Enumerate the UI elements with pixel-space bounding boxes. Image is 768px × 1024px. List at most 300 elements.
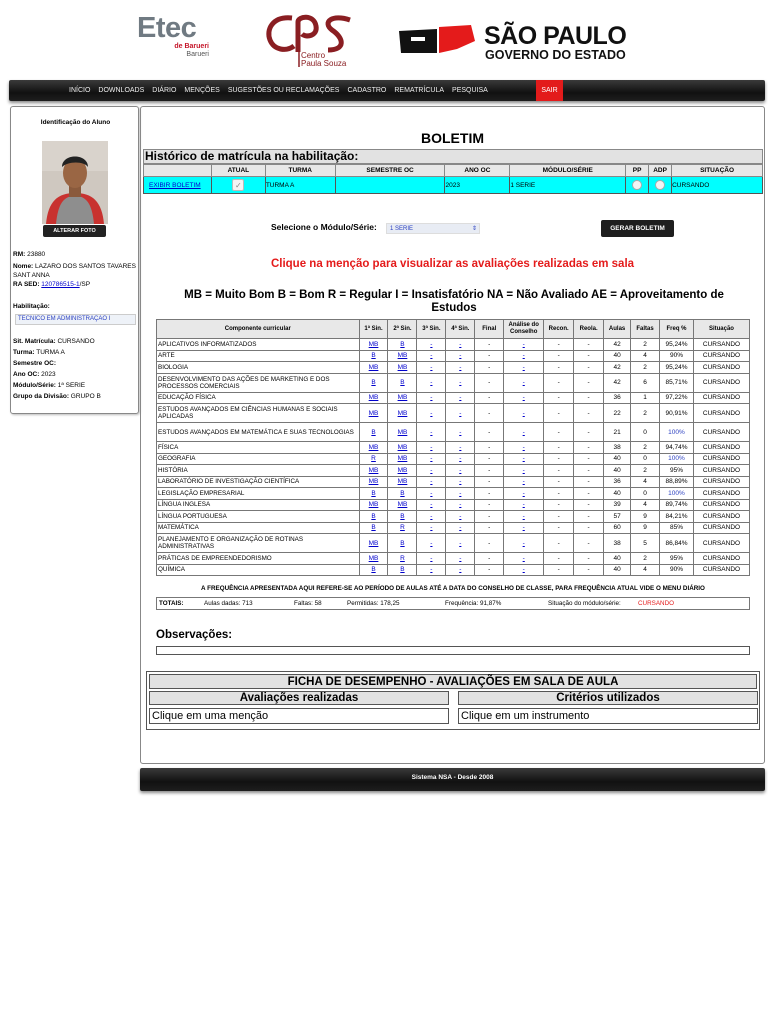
- grade-reola: -: [574, 553, 604, 565]
- grade-sin3: [417, 564, 446, 576]
- grade-sin2-link[interactable]: MB: [397, 501, 408, 509]
- grade-sin3: [417, 442, 446, 454]
- aulas-count: 40: [604, 465, 631, 477]
- grade-sin4-link[interactable]: -: [459, 566, 462, 574]
- rased-label: RA SED:: [13, 281, 40, 288]
- aulas-count: 40: [604, 553, 631, 565]
- grade-sin3-link[interactable]: -: [430, 566, 433, 574]
- grade-sin2-link[interactable]: MB: [397, 352, 408, 360]
- subject-status: CURSANDO: [693, 564, 749, 576]
- grupo-label: Grupo da Divisão:: [13, 393, 69, 400]
- grade-sin4-link[interactable]: -: [459, 478, 462, 486]
- change-photo-button[interactable]: ALTERAR FOTO: [43, 225, 106, 237]
- grade-legend: MB = Muito Bom B = Bom R = Regular I = Insatisfatório NA = Não Avaliado AE = Aproveitamento de Estudos: [184, 289, 724, 314]
- faltas-count: 2: [631, 404, 660, 423]
- history-column-header: ATUAL: [211, 165, 265, 177]
- aulas-count: 38: [604, 534, 631, 553]
- grade-council-link[interactable]: -: [522, 363, 525, 371]
- grade-council-link[interactable]: -: [522, 352, 525, 360]
- modulo-line: [13, 381, 137, 390]
- grade-sin4-link[interactable]: -: [459, 501, 462, 509]
- subject-status: CURSANDO: [693, 373, 749, 392]
- grade-sin3-link[interactable]: -: [430, 466, 433, 474]
- habilitation-select[interactable]: [15, 314, 136, 325]
- faltas-count: 2: [631, 339, 660, 351]
- module-select-value: 1 SERIE: [390, 226, 414, 232]
- grade-council-link[interactable]: -: [522, 554, 525, 562]
- chevron-updown-icon: ⇕: [471, 226, 477, 232]
- grade-sin3-link[interactable]: -: [430, 379, 433, 386]
- generate-report-button[interactable]: GERAR BOLETIM: [601, 220, 674, 237]
- grade-sin3-link[interactable]: -: [430, 489, 433, 497]
- subject-status: CURSANDO: [693, 476, 749, 488]
- grade-sin4-link[interactable]: -: [459, 363, 462, 371]
- grade-sin2: [388, 404, 417, 423]
- subject-name: LÍNGUA PORTUGUESA: [157, 511, 360, 523]
- grade-sin1: [359, 362, 388, 374]
- aulas-count: 42: [604, 339, 631, 351]
- grade-recon: -: [544, 453, 574, 465]
- grade-recon: -: [544, 511, 574, 523]
- nav-item[interactable]: REMATRÍCULA: [394, 87, 445, 94]
- grade-sin2-link[interactable]: MB: [397, 478, 408, 486]
- ano-label: Ano OC:: [13, 371, 40, 378]
- grade-council-link[interactable]: -: [522, 455, 525, 463]
- grade-sin4: [446, 404, 475, 423]
- grade-sin2-link[interactable]: B: [400, 566, 405, 574]
- module-select[interactable]: [386, 223, 480, 234]
- subject-status: CURSANDO: [693, 362, 749, 374]
- sit-label: Sit. Matrícula:: [13, 338, 56, 345]
- grade-sin2-link[interactable]: MB: [397, 409, 408, 417]
- grade-council-link[interactable]: -: [522, 501, 525, 509]
- criteria-header: Critérios utilizados: [458, 691, 758, 705]
- pp-radio[interactable]: [632, 180, 642, 190]
- grade-sin1: [359, 553, 388, 565]
- subject-name: QUÍMICA: [157, 564, 360, 576]
- grade-sin4-link[interactable]: -: [459, 340, 462, 348]
- grade-final: -: [475, 373, 504, 392]
- grade-sin2-link[interactable]: R: [400, 524, 405, 532]
- grade-sin4-link[interactable]: -: [459, 524, 462, 532]
- freq-percent: 89,74%: [660, 499, 694, 511]
- grade-reola: -: [574, 404, 604, 423]
- grade-council-link[interactable]: -: [522, 539, 525, 547]
- grade-sin1-link[interactable]: MB: [368, 443, 379, 451]
- grade-sin4-link[interactable]: -: [459, 379, 462, 386]
- grade-council-link[interactable]: -: [522, 524, 525, 532]
- subject-status: CURSANDO: [693, 404, 749, 423]
- subject-name: MATEMÁTICA: [157, 522, 360, 534]
- grade-sin2-link[interactable]: MB: [397, 466, 408, 474]
- nav-items: [65, 80, 492, 101]
- grade-sin3-link[interactable]: -: [430, 512, 433, 520]
- grade-final: -: [475, 442, 504, 454]
- history-header-row: [144, 165, 763, 177]
- logout-button[interactable]: SAIR: [536, 80, 563, 101]
- freq-percent: 100%: [660, 488, 694, 500]
- nav-item[interactable]: SUGESTÕES OU RECLAMAÇÕES: [227, 87, 340, 94]
- rased-link[interactable]: 120786515-1: [41, 281, 80, 288]
- subject-name: ESTUDOS AVANÇADOS EM MATEMÁTICA E SUAS TECNOLOGIAS: [157, 423, 360, 442]
- main-navbar: [9, 80, 765, 101]
- grade-sin2-link[interactable]: B: [400, 379, 405, 386]
- grade-council-link[interactable]: -: [522, 428, 525, 436]
- sp-government-logo: [397, 23, 637, 63]
- grade-sin1-link[interactable]: B: [371, 489, 376, 497]
- subject-status: CURSANDO: [693, 442, 749, 454]
- grade-sin3-link[interactable]: -: [430, 524, 433, 532]
- freq-percent: 88,89%: [660, 476, 694, 488]
- grade-council-link[interactable]: -: [522, 443, 525, 451]
- grupo-value: GRUPO B: [70, 393, 101, 400]
- grade-sin1: [359, 339, 388, 351]
- grade-final: -: [475, 499, 504, 511]
- grade-council-link[interactable]: -: [522, 466, 525, 474]
- grade-row: [157, 404, 750, 423]
- grade-sin4-link[interactable]: -: [459, 455, 462, 463]
- nav-item[interactable]: DIÁRIO: [152, 87, 177, 94]
- grade-council: [504, 453, 544, 465]
- faltas-count: 5: [631, 534, 660, 553]
- grade-sin4-link[interactable]: -: [459, 394, 462, 402]
- aulas-count: 21: [604, 423, 631, 442]
- grade-recon: -: [544, 442, 574, 454]
- grade-final: -: [475, 453, 504, 465]
- grade-sin1-link[interactable]: MB: [368, 501, 379, 509]
- name-label: Nome:: [13, 263, 34, 270]
- freq-percent: 90%: [660, 564, 694, 576]
- grade-sin4-link[interactable]: -: [459, 489, 462, 497]
- grade-sin4: [446, 553, 475, 565]
- grade-sin4-link[interactable]: -: [459, 428, 462, 436]
- grade-sin2-link[interactable]: MB: [397, 443, 408, 451]
- subject-status: CURSANDO: [693, 534, 749, 553]
- grade-sin2-link[interactable]: B: [400, 340, 405, 348]
- grade-final: -: [475, 564, 504, 576]
- grade-reola: -: [574, 373, 604, 392]
- subject-name: GEOGRAFIA: [157, 453, 360, 465]
- grade-sin4-link[interactable]: -: [459, 443, 462, 451]
- etec-logo: [137, 14, 213, 62]
- grade-sin4-link[interactable]: -: [459, 539, 462, 547]
- faltas-count: 2: [631, 442, 660, 454]
- grade-final: -: [475, 488, 504, 500]
- grade-row: [157, 362, 750, 374]
- history-modulo: 1 SERIE: [510, 177, 626, 194]
- history-ano: 2023: [445, 177, 510, 194]
- subject-name: PLANEJAMENTO E ORGANIZAÇÃO DE ROTINAS ADMINISTRATIVAS: [157, 534, 360, 553]
- freq-percent: 95%: [660, 465, 694, 477]
- grade-sin2: [388, 488, 417, 500]
- grade-reola: -: [574, 499, 604, 511]
- performance-sheet: [146, 671, 760, 730]
- history-column-header: TURMA: [265, 165, 335, 177]
- click-grade-hint: Clique na menção para visualizar as avaliações realizadas em sala: [270, 258, 635, 270]
- grade-sin2-link[interactable]: R: [400, 554, 405, 562]
- grade-sin3-link[interactable]: -: [430, 394, 433, 402]
- grade-sin2-link[interactable]: MB: [397, 455, 408, 463]
- grade-sin1: [359, 522, 388, 534]
- ano-value: 2023: [41, 371, 56, 378]
- grade-sin3-link[interactable]: -: [430, 428, 433, 436]
- observations-label: Observações:: [156, 629, 233, 641]
- grade-sin3-link[interactable]: -: [430, 409, 433, 417]
- faltas-count: 2: [631, 362, 660, 374]
- subject-name: BIOLOGIA: [157, 362, 360, 374]
- grade-sin1-link[interactable]: MB: [368, 478, 379, 486]
- grade-sin3-link[interactable]: -: [430, 352, 433, 360]
- history-column-header: SEMESTRE OC: [335, 165, 445, 177]
- grade-sin3-link[interactable]: -: [430, 554, 433, 562]
- aulas-count: 57: [604, 511, 631, 523]
- freq-percent: 97,22%: [660, 392, 694, 404]
- grade-sin3: [417, 553, 446, 565]
- grade-council: [504, 442, 544, 454]
- subject-name: ARTE: [157, 350, 360, 362]
- grade-recon: -: [544, 373, 574, 392]
- grade-sin1-link[interactable]: R: [371, 455, 376, 463]
- grade-sin3-link[interactable]: -: [430, 340, 433, 348]
- totals-bar: [156, 597, 750, 610]
- subject-status: CURSANDO: [693, 488, 749, 500]
- grade-final: -: [475, 476, 504, 488]
- grade-council-link[interactable]: -: [522, 489, 525, 497]
- grades-column-header: Final: [475, 320, 504, 339]
- sp-logo-line2: GOVERNO DO ESTADO: [485, 48, 626, 62]
- grade-sin1-link[interactable]: MB: [368, 554, 379, 562]
- grade-council-link[interactable]: -: [522, 379, 525, 386]
- grade-council: [504, 488, 544, 500]
- grade-sin1-link[interactable]: B: [371, 379, 376, 386]
- grades-column-header: 1ª Sin.: [359, 320, 388, 339]
- subject-name: LÍNGUA INGLESA: [157, 499, 360, 511]
- cps-logo-line1: Centro: [301, 51, 326, 60]
- grades-column-header: 3ª Sin.: [417, 320, 446, 339]
- grade-recon: -: [544, 522, 574, 534]
- show-report-link[interactable]: EXIBIR BOLETIM: [149, 181, 201, 189]
- grade-reola: -: [574, 392, 604, 404]
- semestre-label: Semestre OC:: [13, 360, 56, 367]
- grade-sin1: [359, 392, 388, 404]
- footer: Sistema NSA - Desde 2008: [140, 768, 765, 791]
- current-checkbox[interactable]: ✓: [232, 179, 244, 191]
- grade-row: [157, 453, 750, 465]
- etec-logo-sub2: Barueri: [186, 51, 209, 58]
- habilitation-value: TECNICO EM ADMINISTRAÇÃO I: [18, 316, 111, 322]
- subject-status: CURSANDO: [693, 511, 749, 523]
- grade-sin2: [388, 442, 417, 454]
- grade-recon: -: [544, 564, 574, 576]
- grade-sin1: [359, 350, 388, 362]
- rm-line: [13, 250, 137, 259]
- subject-status: CURSANDO: [693, 423, 749, 442]
- aulas-count: 60: [604, 522, 631, 534]
- grades-column-header: Reola.: [574, 320, 604, 339]
- grade-sin4: [446, 339, 475, 351]
- faltas-count: 0: [631, 423, 660, 442]
- faltas-count: 4: [631, 476, 660, 488]
- grade-sin3: [417, 350, 446, 362]
- grade-sin2: [388, 373, 417, 392]
- grade-sin2: [388, 522, 417, 534]
- grade-sin2: [388, 423, 417, 442]
- grade-sin3-link[interactable]: -: [430, 478, 433, 486]
- history-table: [143, 164, 763, 194]
- grade-council-link[interactable]: -: [522, 512, 525, 520]
- etec-logo-name: Etec: [137, 12, 197, 44]
- grade-council-link[interactable]: -: [522, 340, 525, 348]
- page-title: BOLETIM: [421, 130, 484, 146]
- faltas-count: 2: [631, 553, 660, 565]
- grupo-line: [13, 392, 137, 401]
- grades-column-header: Situação: [693, 320, 749, 339]
- freq-percent: 85%: [660, 522, 694, 534]
- grade-council-link[interactable]: -: [522, 409, 525, 417]
- grade-final: -: [475, 534, 504, 553]
- rased-suffix: /SP: [79, 281, 91, 288]
- grade-row: [157, 499, 750, 511]
- grade-sin3: [417, 522, 446, 534]
- grade-sin3-link[interactable]: -: [430, 539, 433, 547]
- aulas-count: 40: [604, 350, 631, 362]
- grade-row: [157, 488, 750, 500]
- grade-sin4: [446, 350, 475, 362]
- grade-reola: -: [574, 453, 604, 465]
- grade-sin3-link[interactable]: -: [430, 455, 433, 463]
- grade-sin2-link[interactable]: B: [400, 489, 405, 497]
- habilitation-label: Habilitação:: [13, 303, 50, 310]
- subject-name: PRÁTICAS DE EMPREENDEDORISMO: [157, 553, 360, 565]
- nav-item[interactable]: MENÇÕES: [184, 87, 220, 94]
- grade-reola: -: [574, 522, 604, 534]
- faltas-count: 4: [631, 564, 660, 576]
- freq-percent: 100%: [660, 423, 694, 442]
- grade-sin3: [417, 423, 446, 442]
- grade-sin4-link[interactable]: -: [459, 352, 462, 360]
- subject-name: FÍSICA: [157, 442, 360, 454]
- grade-sin1: [359, 499, 388, 511]
- grade-council-link[interactable]: -: [522, 566, 525, 574]
- grades-column-header: 4ª Sin.: [446, 320, 475, 339]
- grade-council-link[interactable]: -: [522, 394, 525, 402]
- grade-sin2-link[interactable]: MB: [397, 428, 408, 436]
- grade-sin2: [388, 339, 417, 351]
- grade-sin4: [446, 373, 475, 392]
- grade-sin2-link[interactable]: MB: [397, 363, 408, 371]
- grade-council: [504, 404, 544, 423]
- subject-status: CURSANDO: [693, 392, 749, 404]
- grade-sin3: [417, 373, 446, 392]
- nav-item[interactable]: PESQUISA: [452, 87, 488, 94]
- grade-council-link[interactable]: -: [522, 478, 525, 486]
- grade-sin2-link[interactable]: MB: [397, 394, 408, 402]
- subject-status: CURSANDO: [693, 522, 749, 534]
- grade-sin1-link[interactable]: MB: [368, 539, 379, 547]
- grade-row: [157, 339, 750, 351]
- aulas-count: 36: [604, 392, 631, 404]
- nav-item[interactable]: DOWNLOADS: [98, 87, 145, 94]
- grade-sin4-link[interactable]: -: [459, 409, 462, 417]
- totals-permitidas: Permitidas: 178,25: [347, 600, 400, 607]
- nav-item[interactable]: CADASTRO: [347, 87, 387, 94]
- grade-sin1-link[interactable]: B: [371, 352, 376, 360]
- grade-sin3-link[interactable]: -: [430, 443, 433, 451]
- grade-sin2-link[interactable]: B: [400, 539, 405, 547]
- aulas-count: 39: [604, 499, 631, 511]
- assessments-header: Avaliações realizadas: [149, 691, 449, 705]
- grade-sin1-link[interactable]: MB: [368, 466, 379, 474]
- grade-recon: -: [544, 499, 574, 511]
- hab-label-line: [13, 302, 137, 311]
- grade-sin3: [417, 362, 446, 374]
- name-line: [13, 262, 137, 280]
- freq-percent: 95,24%: [660, 339, 694, 351]
- grade-reola: -: [574, 488, 604, 500]
- grade-sin4-link[interactable]: -: [459, 512, 462, 520]
- grade-row: [157, 476, 750, 488]
- grade-recon: -: [544, 465, 574, 477]
- grade-sin2-link[interactable]: B: [400, 512, 405, 520]
- nav-item[interactable]: INÍCIO: [69, 87, 91, 94]
- grade-sin2: [388, 564, 417, 576]
- grade-sin1-link[interactable]: B: [371, 524, 376, 532]
- grade-sin4: [446, 499, 475, 511]
- grade-recon: -: [544, 534, 574, 553]
- grade-sin4-link[interactable]: -: [459, 466, 462, 474]
- faltas-count: 6: [631, 373, 660, 392]
- grade-sin3-link[interactable]: -: [430, 501, 433, 509]
- grade-sin3-link[interactable]: -: [430, 363, 433, 371]
- grade-sin1: [359, 442, 388, 454]
- grade-sin2: [388, 350, 417, 362]
- grade-row: [157, 442, 750, 454]
- grade-sin1-link[interactable]: MB: [368, 394, 379, 402]
- grade-sin1-link[interactable]: B: [371, 566, 376, 574]
- grade-sin1: [359, 564, 388, 576]
- aulas-count: 42: [604, 362, 631, 374]
- grade-sin3: [417, 453, 446, 465]
- subject-status: CURSANDO: [693, 553, 749, 565]
- aulas-count: 40: [604, 488, 631, 500]
- grades-table: [156, 319, 750, 576]
- freq-percent: 95%: [660, 553, 694, 565]
- grade-sin4: [446, 423, 475, 442]
- grades-column-header: Faltas: [631, 320, 660, 339]
- grade-sin4-link[interactable]: -: [459, 554, 462, 562]
- adp-radio[interactable]: [655, 180, 665, 190]
- grade-sin4: [446, 453, 475, 465]
- grade-sin1-link[interactable]: MB: [368, 409, 379, 417]
- sp-map-icon: [397, 23, 477, 59]
- grade-sin2: [388, 534, 417, 553]
- grade-sin1-link[interactable]: B: [371, 428, 376, 436]
- grade-sin4: [446, 534, 475, 553]
- grade-sin1-link[interactable]: MB: [368, 363, 379, 371]
- grade-sin3: [417, 499, 446, 511]
- grade-row: [157, 511, 750, 523]
- rased-line: [13, 280, 137, 289]
- grade-council: [504, 511, 544, 523]
- rm-label: RM:: [13, 251, 26, 258]
- modulo-value: 1ª SERIE: [57, 382, 86, 389]
- grade-reola: -: [574, 511, 604, 523]
- grades-column-header: Análise do Conselho: [504, 320, 544, 339]
- grade-reola: -: [574, 465, 604, 477]
- grade-sin1-link[interactable]: MB: [368, 340, 379, 348]
- grade-sin1-link[interactable]: B: [371, 512, 376, 520]
- grade-sin3: [417, 392, 446, 404]
